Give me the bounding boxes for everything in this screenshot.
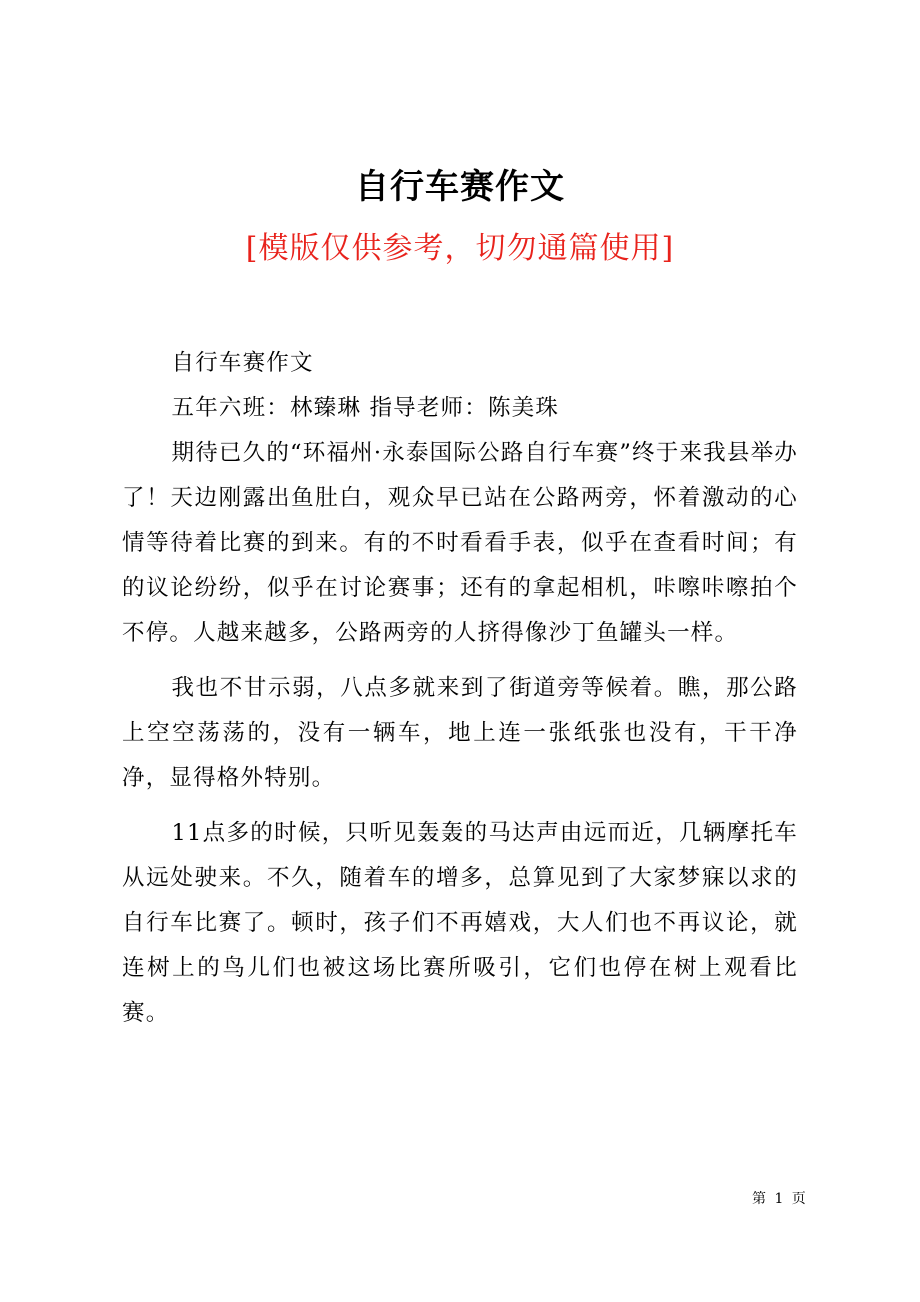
page-number: 第 1 页 <box>752 1191 808 1207</box>
template-notice: [模版仅供参考，切勿通篇使用] <box>245 231 675 266</box>
essay-paragraph-3: 11点多的时候，只听见轰轰的马达声由远而近，几辆摩托车从远处驶来。不久，随着车的增多，总算见到了大家梦寐以求的自行车比赛了。顿时，孩子们不再嬉戏，大人们也不再议论，就连树上的鸟儿们也被这场比赛所吸引，它们也停在树上观看比赛。 <box>122 820 798 1026</box>
essay-paragraph-1: 期待已久的“环福州·永泰国际公路自行车赛”终于来我县举办了！天边刚露出鱼肚白，观众早已站在公路两旁，怀着激动的心情等待着比赛的到来。有的不时看看手表，似乎在查看时间；有的议论纷纷，似乎在讨论赛事；还有的拿起相机，咔嚓咔嚓拍个不停。人越来越多，公路两旁的人挤得像沙丁鱼罐头一样。 <box>122 440 798 646</box>
document-title: 自行车赛作文 <box>355 167 565 207</box>
essay-paragraph-2: 我也不甘示弱，八点多就来到了街道旁等候着。瞧，那公路上空空荡荡的，没有一辆车，地上连一张纸张也没有，干干净净，显得格外特别。 <box>122 675 798 791</box>
essay-byline: 五年六班：林臻琳 指导老师：陈美珠 <box>171 395 560 421</box>
essay-body <box>122 341 798 1036</box>
essay-heading: 自行车赛作文 <box>171 350 314 376</box>
